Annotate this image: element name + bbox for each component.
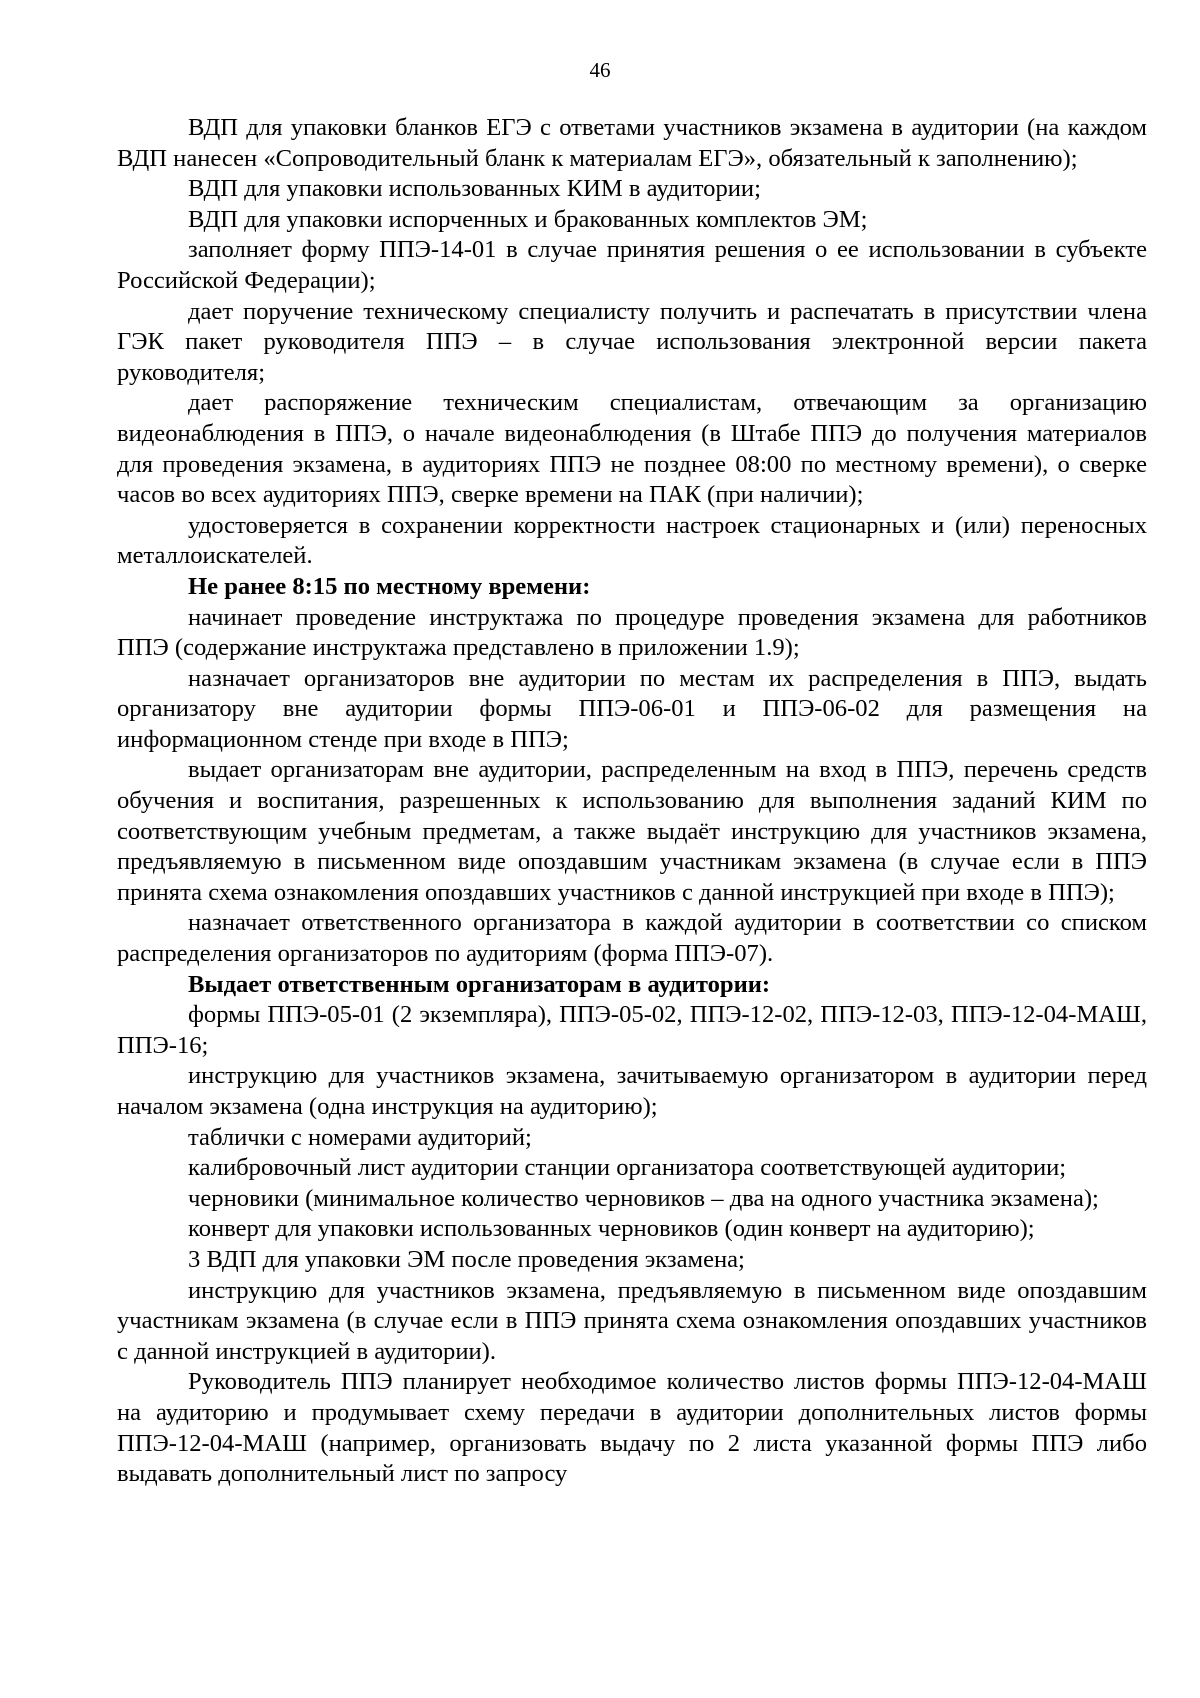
- section-heading: Выдает ответственным организаторам в аудитории:: [188, 970, 771, 998]
- paragraph: таблички с номерами аудиторий;: [188, 1123, 532, 1151]
- paragraph: формы ППЭ-05-01 (2 экземпляра), ППЭ-05-02, ППЭ-12-02, ППЭ-12-03, ППЭ-12-04-МАШ, ППЭ-16;: [117, 1001, 1147, 1059]
- paragraph: ВДП для упаковки испорченных и бракованных комплектов ЭМ;: [188, 205, 868, 233]
- paragraph: инструкцию для участников экзамена, предъявляемую в письменном виде опоздавшим участникам экзамена (в случае если в ППЭ принята схема ознакомления опоздавших участников с данной инструкцией в аудитории).: [117, 1276, 1147, 1365]
- document-body: [117, 113, 1147, 1490]
- paragraph: черновики (минимальное количество черновиков – два на одного участника экзамена);: [188, 1184, 1099, 1212]
- paragraph: начинает проведение инструктажа по процедуре проведения экзамена для работников ППЭ (содержание инструктажа представлено в приложении 1.9);: [117, 603, 1147, 662]
- paragraph: инструкцию для участников экзамена, зачитываемую организатором в аудитории перед началом экзамена (одна инструкция на аудиторию);: [117, 1062, 1147, 1120]
- paragraph: назначает ответственного организатора в каждой аудитории в соответствии со списком распределения организаторов по аудиториям (форма ППЭ-07).: [117, 909, 1147, 968]
- section-heading: Не ранее 8:15 по местному времени:: [188, 572, 591, 600]
- paragraph: Руководитель ППЭ планирует необходимое количество листов формы ППЭ-12-04-МАШ на аудиторию и продумывает схему передачи в аудитории дополнительных листов формы ППЭ-12-04-МАШ (например, организовать выдачу по 2 листа указанной формы ППЭ либо выдавать дополнительный лист по запросу: [117, 1368, 1147, 1488]
- paragraph: дает распоряжение техническим специалистам, отвечающим за организацию видеонаблюдения в ППЭ, о начале видеонаблюдения (в Штабе ППЭ до получения материалов для проведения экзамена, в аудиториях ППЭ не позднее 08:00 по местному времени), о сверке часов во всех аудиториях ППЭ, сверке времени на ПАК (при наличии);: [117, 389, 1147, 509]
- paragraph: 3 ВДП для упаковки ЭМ после проведения экзамена;: [188, 1245, 745, 1273]
- page-number: 46: [589, 58, 611, 82]
- paragraph: удостоверяется в сохранении корректности настроек стационарных и (или) переносных металлоискателей.: [117, 511, 1147, 570]
- paragraph: выдает организаторам вне аудитории, распределенным на вход в ППЭ, перечень средств обучения и воспитания, разрешенных к использованию для выполнения заданий КИМ по соответствующим учебным предметам, а также выдаёт инструкцию для участников экзамена, предъявляемую в письменном виде опоздавшим участникам экзамена (в случае если в ППЭ принята схема ознакомления опоздавших участников с данной инструкцией при входе в ППЭ);: [117, 756, 1147, 906]
- paragraph: конверт для упаковки использованных черновиков (один конверт на аудиторию);: [188, 1215, 1035, 1243]
- paragraph: назначает организаторов вне аудитории по местам их распределения в ППЭ, выдать организатору вне аудитории формы ППЭ-06-01 и ППЭ-06-02 для размещения на информационном стенде при входе в ППЭ;: [117, 664, 1147, 753]
- paragraph: дает поручение техническому специалисту получить и распечатать в присутствии члена ГЭК пакет руководителя ППЭ – в случае использования электронной версии пакета руководителя;: [117, 297, 1147, 386]
- paragraph: заполняет форму ППЭ-14-01 в случае принятия решения о ее использовании в субъекте Российской Федерации);: [117, 236, 1147, 294]
- paragraph: калибровочный лист аудитории станции организатора соответствующей аудитории;: [188, 1154, 1067, 1182]
- paragraph: ВДП для упаковки использованных КИМ в аудитории;: [188, 175, 761, 203]
- paragraph: ВДП для упаковки бланков ЕГЭ с ответами участников экзамена в аудитории (на каждом ВДП нанесен «Сопроводительный бланк к материалам ЕГЭ», обязательный к заполнению);: [117, 114, 1147, 172]
